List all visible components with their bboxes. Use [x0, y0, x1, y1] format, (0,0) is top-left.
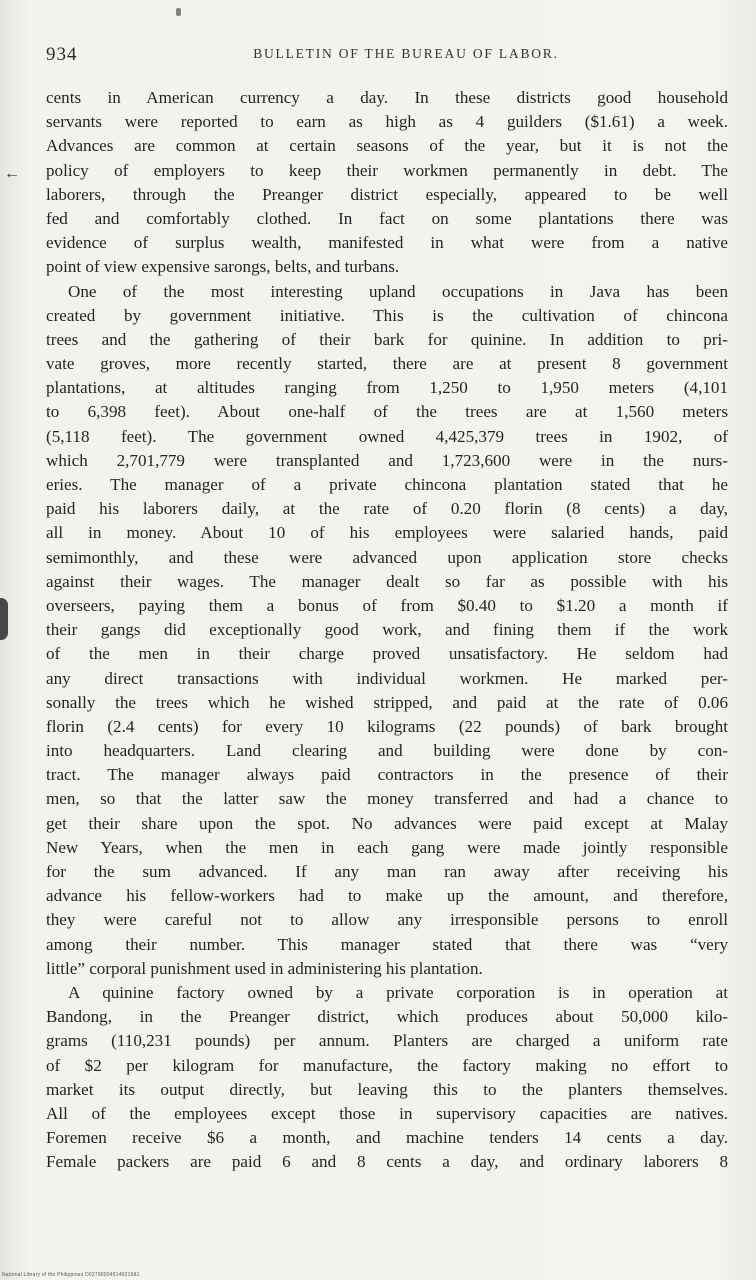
- text-line: vate groves, more recently started, there are at present 8 government: [46, 354, 728, 374]
- text-line: semimonthly, and these were advanced upon application store checks: [46, 547, 728, 567]
- text-line: which 2,701,779 were transplanted and 1,723,600 were in the nurs-: [46, 450, 728, 470]
- edge-blot: [0, 598, 8, 640]
- text-line: Advances are common at certain seasons of the year, but it is not the: [46, 136, 728, 156]
- text-line: Bandong, in the Preanger district, which produces about 50,000 kilo-: [46, 1007, 728, 1027]
- text-line: point of view expensive sarongs, belts, and turbans.: [46, 257, 400, 277]
- text-line: advance his fellow-workers had to make up the amount, and therefore,: [46, 886, 728, 906]
- text-line: market its output directly, but leaving this to the planters themselves.: [46, 1079, 728, 1099]
- text-line: among their number. This manager stated that there was “very: [46, 934, 728, 954]
- text-line: grams (110,231 pounds) per annum. Planters are charged a uniform rate: [46, 1031, 728, 1051]
- text-line: servants were reported to earn as high as 4 guilders ($1.61) a week.: [46, 112, 728, 132]
- body-text: [46, 86, 728, 1174]
- text-line: overseers, paying them a bonus of from $0.40 to $1.20 a month if: [46, 595, 728, 615]
- text-line: all in money. About 10 of his employees were salaried hands, paid: [46, 523, 728, 543]
- text-line: men, so that the latter saw the money transferred and had a chance to: [46, 789, 728, 809]
- text-line: New Years, when the men in each gang were made jointly responsible: [46, 837, 728, 857]
- text-line: laborers, through the Preanger district especially, appeared to be well: [46, 184, 728, 204]
- text-line: tract. The manager always paid contractors in the presence of their: [46, 765, 728, 785]
- text-line: paid his laborers daily, at the rate of 0.20 florin (8 cents) a day,: [46, 499, 728, 519]
- text-line: created by government initiative. This is the cultivation of chincona: [46, 305, 728, 325]
- paragraph: [46, 280, 728, 981]
- text-line: plantations, at altitudes ranging from 1,250 to 1,950 meters (4,101: [46, 378, 728, 398]
- text-line: policy of employers to keep their workmen permanently in debt. The: [46, 160, 728, 180]
- text-line: sonally the trees which he wished stripped, and paid at the rate of 0.06: [46, 692, 728, 712]
- text-line: (5,118 feet). The government owned 4,425,379 trees in 1902, of: [46, 426, 728, 446]
- text-line: eries. The manager of a private chincona plantation stated that he: [46, 475, 728, 494]
- text-line: little” corporal punishment used in administering his plantation.: [46, 958, 483, 978]
- text-line: trees and the gathering of their bark for quinine. In addition to pri-: [46, 329, 728, 349]
- text-line: A quinine factory owned by a private corporation is in operation at: [68, 982, 728, 1002]
- text-line: get their share upon the spot. No advances were paid except at Malay: [46, 813, 728, 833]
- page-header: [46, 40, 726, 70]
- text-line: against their wages. The manager dealt so far as possible with his: [46, 571, 728, 591]
- text-line: to 6,398 feet). About one-half of the trees are at 1,560 meters: [46, 402, 728, 422]
- text-line: Foremen receive $6 a month, and machine tenders 14 cents a day.: [46, 1128, 728, 1148]
- text-line: their gangs did exceptionally good work, and fining them if the work: [46, 620, 728, 640]
- paragraph: [46, 981, 728, 1175]
- page-number: 934: [46, 44, 78, 65]
- margin-arrow-icon: ←: [4, 165, 20, 182]
- text-line: Female packers are paid 6 and 8 cents a day, and ordinary laborers 8: [46, 1152, 728, 1172]
- text-line: for the sum advanced. If any man ran away after receiving his: [46, 862, 728, 881]
- text-line: they were careful not to allow any irresponsible persons to enroll: [46, 910, 728, 930]
- text-line: of the men in their charge proved unsatisfactory. He seldom had: [46, 644, 728, 664]
- text-line: into headquarters. Land clearing and building were done by con-: [46, 741, 728, 761]
- text-line: evidence of surplus wealth, manifested in what were from a native: [46, 233, 728, 253]
- scan-speck: [176, 8, 181, 16]
- text-line: All of the employees except those in supervisory capacities are natives.: [46, 1103, 728, 1123]
- footer-credit: National Library of the Philippines D02790004514021681: [2, 1272, 140, 1278]
- text-line: cents in American currency a day. In these districts good household: [46, 88, 728, 107]
- text-line: any direct transactions with individual workmen. He marked per-: [46, 668, 728, 688]
- text-line: of $2 per kilogram for manufacture, the factory making no effort to: [46, 1055, 728, 1075]
- running-title: BULLETIN OF THE BUREAU OF LABOR.: [253, 46, 559, 61]
- paragraph: [46, 86, 728, 280]
- text-line: fed and comfortably clothed. In fact on some plantations there was: [46, 208, 728, 228]
- text-line: florin (2.4 cents) for every 10 kilograms (22 pounds) of bark brought: [46, 716, 728, 736]
- text-line: One of the most interesting upland occupations in Java has been: [68, 281, 728, 301]
